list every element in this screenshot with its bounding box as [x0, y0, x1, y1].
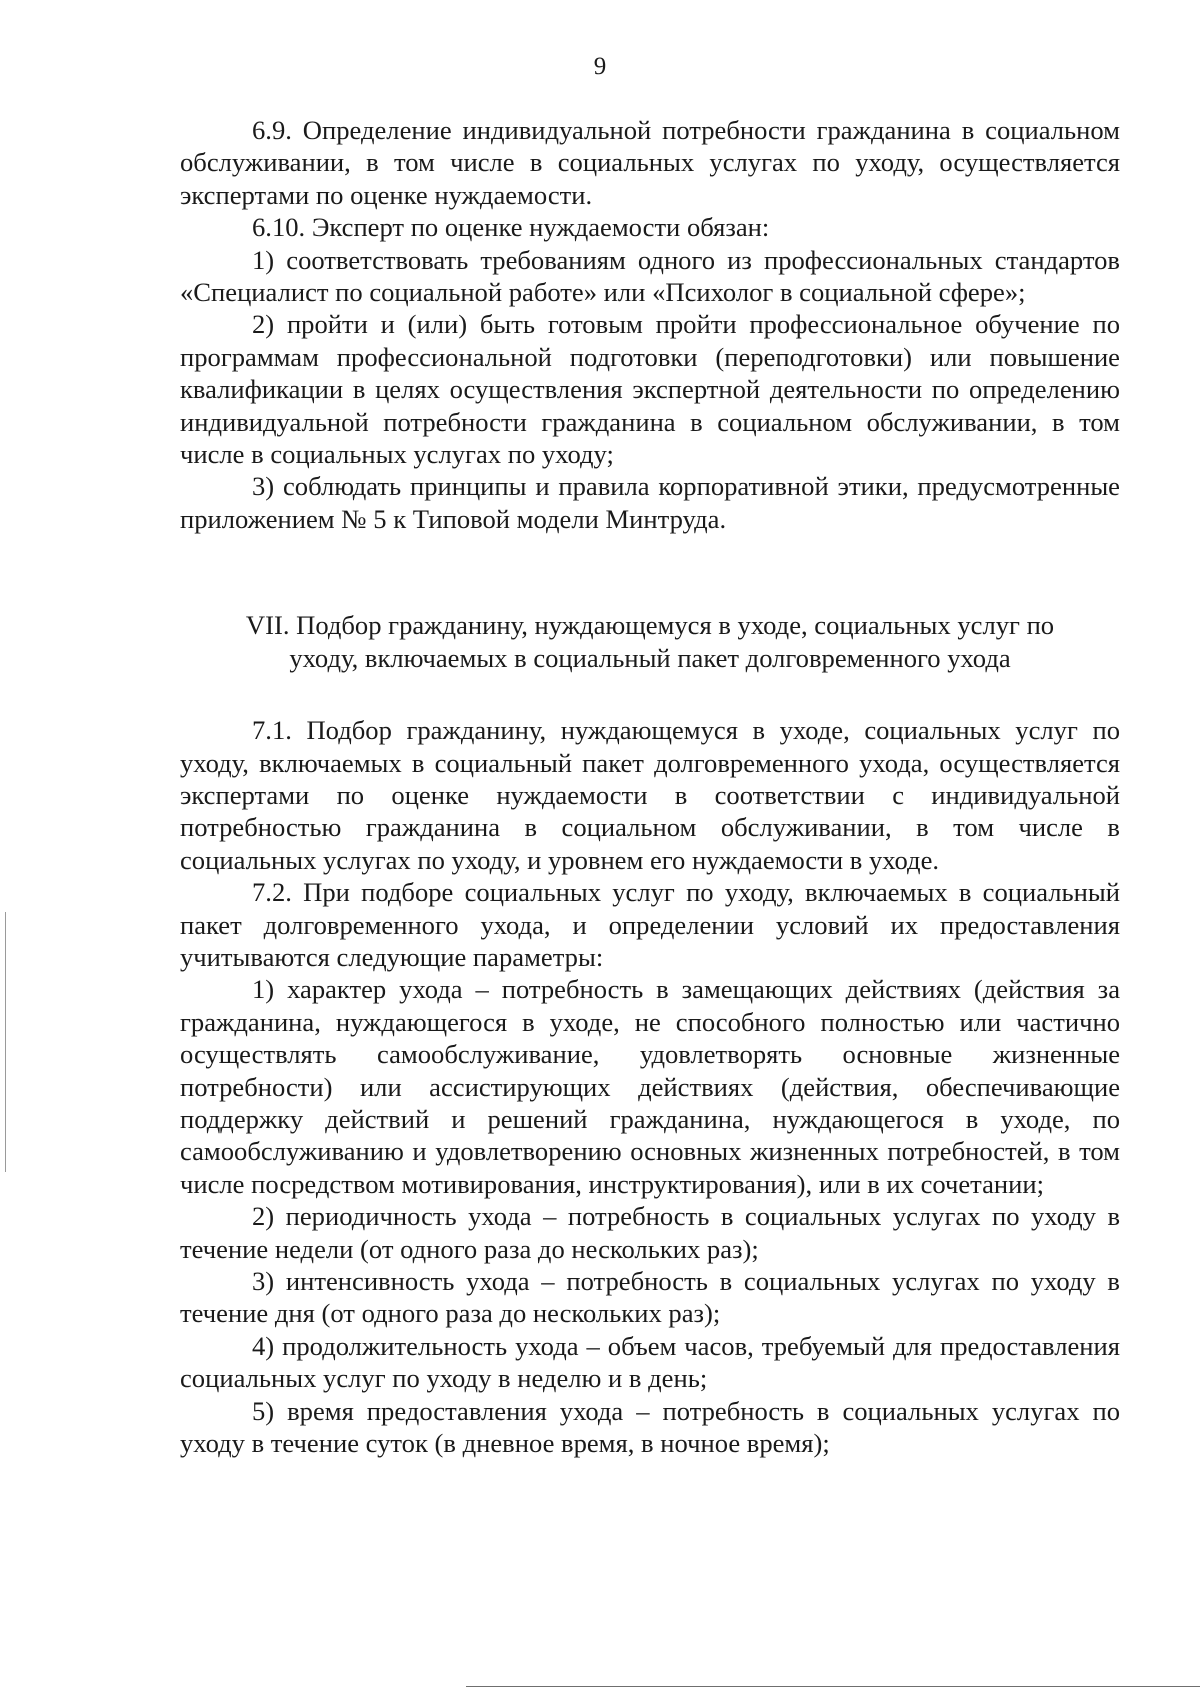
list-item-7-2-1: 1) характер ухода – потребность в замещающих действиях (действия за гражданина, нуждающегося в уходе, не способного полностью или частично осуществлять самообслуживание, удовлетворять основные жизненные потребности) или ассистирующих действиях (действия, обеспечивающие поддержку действий и решений гражданина, нуждающегося в уходе, по самообслуживанию и удовлетворению основных жизненных потребностей, в том числе посредством мотивирования, инструктирования), или в их сочетании;	[180, 974, 1120, 1199]
paragraph-6-10: 6.10. Эксперт по оценке нуждаемости обязан:	[252, 212, 770, 243]
scan-margin-line	[5, 912, 6, 1172]
list-item-6-10-1: 1) соответствовать требованиям одного из профессиональных стандартов «Специалист по социальной работе» или «Психолог в социальной сфере»;	[180, 244, 1120, 308]
section-heading-line-1: VII. Подбор гражданину, нуждающемуся в уходе, социальных услуг по	[245, 610, 1055, 641]
paragraph-6-9: 6.9. Определение индивидуальной потребности гражданина в социальном обслуживании, в том числе в социальных услугах по уходу, осуществляется экспертами по оценке нуждаемости.	[180, 115, 1120, 210]
document-body	[180, 114, 1120, 1459]
list-item-7-2-2: 2) периодичность ухода – потребность в социальных услугах по уходу в течение недели (от одного раза до нескольких раз);	[180, 1201, 1120, 1264]
paragraph-7-2: 7.2. При подборе социальных услуг по уходу, включаемых в социальный пакет долговременного ухода, и определении условий их предоставления учитываются следующие параметры:	[180, 877, 1120, 972]
section-heading-line-2: уходу, включаемых в социальный пакет долговременного ухода	[289, 642, 1011, 673]
scan-bottom-edge	[466, 1686, 1200, 1687]
list-item-6-10-3: 3) соблюдать принципы и правила корпоративной этики, предусмотренные приложением № 5 к Типовой модели Минтруда.	[180, 471, 1120, 534]
list-item-7-2-3: 3) интенсивность ухода – потребность в социальных услугах по уходу в течение дня (от одного раза до нескольких раз);	[180, 1266, 1120, 1329]
list-item-7-2-5: 5) время предоставления ухода – потребность в социальных услугах по уходу в течение суток (в дневное время, в ночное время);	[180, 1395, 1120, 1459]
list-item-7-2-4: 4) продолжительность ухода – объем часов, требуемый для предоставления социальных услуг по уходу в неделю и в день;	[180, 1330, 1120, 1394]
section-heading	[180, 609, 1120, 674]
list-item-6-10-2: 2) пройти и (или) быть готовым пройти профессиональное обучение по программам профессиональной подготовки (переподготовки) или повышение квалификации в целях осуществления экспертной деятельности по определению индивидуальной потребности гражданина в социальном обслуживании, в том числе в социальных услугах по уходу;	[180, 309, 1120, 470]
page-number: 9	[593, 53, 607, 80]
paragraph-7-1: 7.1. Подбор гражданину, нуждающемуся в уходе, социальных услуг по уходу, включаемых в социальный пакет долговременного ухода, осуществляется экспертами по оценке нуждаемости в соответствии с индивидуальной потребностью гражданина в социальном обслуживании, в том числе в социальных услугах по уходу, и уровнем его нуждаемости в уходе.	[180, 715, 1120, 875]
